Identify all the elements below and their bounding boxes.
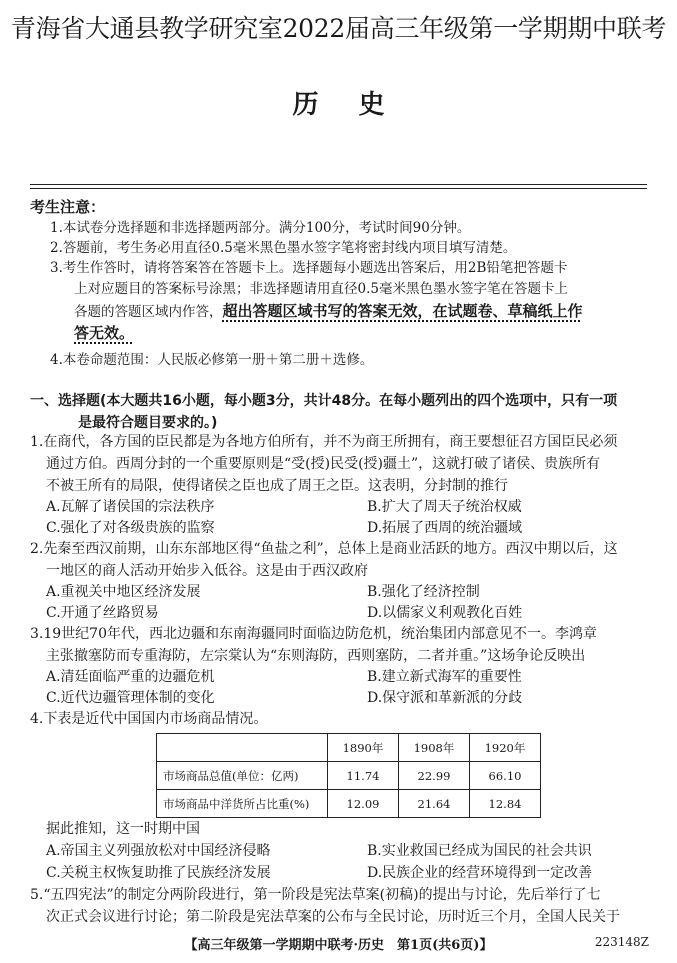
notice-emphasis: 超出答题区域书写的答案无效，在试题卷、草稿纸上作 [222, 302, 583, 320]
market-table [156, 733, 541, 818]
question-4-option-c[interactable]: C.关税主权恢复助推了民族经济发展 [46, 865, 271, 881]
question-2-option-c[interactable]: C.开通了丝路贸易 [46, 605, 159, 621]
question-2-option-a[interactable]: A.重视关中地区经济发展 [46, 584, 201, 600]
question-3-option-a[interactable]: A.清廷面临严重的边疆危机 [46, 669, 215, 685]
question-1-line: 通过方伯。西周分封的一个重要原则是“受(授)民受(授)疆土”，这就打破了诸侯、贵族所有 [46, 456, 601, 472]
notice-title: 考生注意： [30, 198, 106, 216]
question-1-option-c[interactable]: C.强化了对各级贵族的监察 [46, 520, 215, 536]
notice-line: 上对应题目的答案标号涂黑；非选择题请用直径0.5毫米黑色墨水签字笔在答题卡上 [74, 281, 568, 297]
question-4-line: 4.下表是近代中国国内市场商品情况。 [30, 711, 268, 727]
table-header-cell: 1890年 [328, 734, 399, 762]
question-1-option-d[interactable]: D.拓展了西周的统治疆域 [367, 520, 523, 536]
notice-line [74, 323, 134, 344]
section-heading: 一、选择题(本大题共16小题，每小题3分，共计48分。在每小题列出的四个选项中，只有一项 [30, 393, 618, 409]
table-cell: 11.74 [328, 762, 399, 790]
subject-title: 历史 [292, 90, 425, 120]
notice-line: 1.本试卷分选择题和非选择题两部分。满分100分，考试时间90分钟。 [50, 220, 471, 236]
question-1-line: 1.在商代，各方国的臣民都是为各地方伯所有，并不为商王所拥有，商王要想征召方国臣民必须 [30, 434, 618, 450]
exam-title: 青海省大通县教学研究室2022届高三年级第一学期期中联考 [10, 14, 667, 43]
notice-line: 3.考生作答时，请将答案答在答题卡上。选择题每小题选出答案后，用2B铅笔把答题卡 [50, 260, 568, 276]
table-header-cell: 1908年 [399, 734, 470, 762]
table-cell: 12.09 [328, 790, 399, 818]
divider-top [30, 184, 647, 185]
question-1-option-b[interactable]: B.扩大了周天子统治权威 [367, 499, 522, 515]
table-row [157, 762, 541, 790]
question-2-line: 2.先秦至西汉前期，山东东部地区得“鱼盐之利”，总体上是商业活跃的地方。西汉中期以后，这 [30, 541, 618, 557]
question-3-option-c[interactable]: C.近代边疆管理体制的变化 [46, 690, 215, 706]
table-header-cell [157, 734, 328, 762]
question-4-line: 据此推知，这一时期中国 [46, 821, 200, 837]
notice-emphasis: 答无效。 [74, 324, 135, 342]
question-3-option-d[interactable]: D.保守派和革新派的分歧 [367, 690, 523, 706]
question-2-option-b[interactable]: B.强化了经济控制 [367, 584, 480, 600]
table-header-cell: 1920年 [470, 734, 541, 762]
notice-line [74, 301, 583, 322]
question-2-option-d[interactable]: D.以儒家义利观教化百姓 [367, 605, 523, 621]
question-4-option-d[interactable]: D.民族企业的经营环境得到一定改善 [367, 865, 593, 881]
divider-top-2 [30, 188, 647, 189]
question-1-option-a[interactable]: A.瓦解了诸侯国的宗法秩序 [46, 499, 215, 515]
question-3-line: 3.19世纪70年代，西北边疆和东南海疆同时面临边防危机，统治集团内部意见不一。李鸿章 [30, 626, 597, 642]
table-header-row [157, 734, 541, 762]
section-heading: 是最符合题目要求的。) [78, 415, 218, 431]
question-4-option-b[interactable]: B.实业救国已经成为国民的社会共识 [367, 843, 592, 859]
question-3-option-b[interactable]: B.建立新式海军的重要性 [367, 669, 522, 685]
table-cell: 21.64 [399, 790, 470, 818]
table-cell: 市场商品总值(单位：亿两) [157, 762, 328, 790]
question-4-option-a[interactable]: A.帝国主义列强放松对中国经济侵略 [46, 843, 271, 859]
notice-line-text: 各题的答题区域内作答， [74, 304, 223, 320]
question-2-line: 一地区的商人活动开始步入低谷。这是由于西汉政府 [46, 563, 368, 579]
question-3-line: 主张撤塞防而专重海防，左宗棠认为“东则海防，西则塞防，二者并重。”这场争论反映出 [46, 648, 586, 664]
notice-line: 4.本卷命题范围：人民版必修第一册＋第二册＋选修。 [50, 352, 374, 368]
table-row [157, 790, 541, 818]
table-cell: 22.99 [399, 762, 470, 790]
question-1-line: 不被王所有的局限，使得诸侯之臣也成了周王之臣。这表明，分封制的推行 [46, 478, 508, 494]
question-5-line: 5.“五四宪法”的制定分两阶段进行，第一阶段是宪法草案(初稿)的提出与讨论，先后举行了七 [30, 887, 601, 903]
page-footer: 【高三年级第一学期期中联考·历史 第1页(共6页)】 [184, 938, 493, 953]
question-5-line: 次正式会议进行讨论；第二阶段是宪法草案的公布与全民讨论，历时近三个月，全国人民关于 [46, 909, 620, 925]
table-cell: 66.10 [470, 762, 541, 790]
exam-code: 223148Z [594, 935, 649, 949]
notice-line: 2.答题前，考生务必用直径0.5毫米黑色墨水签字笔将密封线内项目填写清楚。 [50, 240, 517, 256]
table-cell: 市场商品中洋货所占比重(%) [157, 790, 328, 818]
table-cell: 12.84 [470, 790, 541, 818]
